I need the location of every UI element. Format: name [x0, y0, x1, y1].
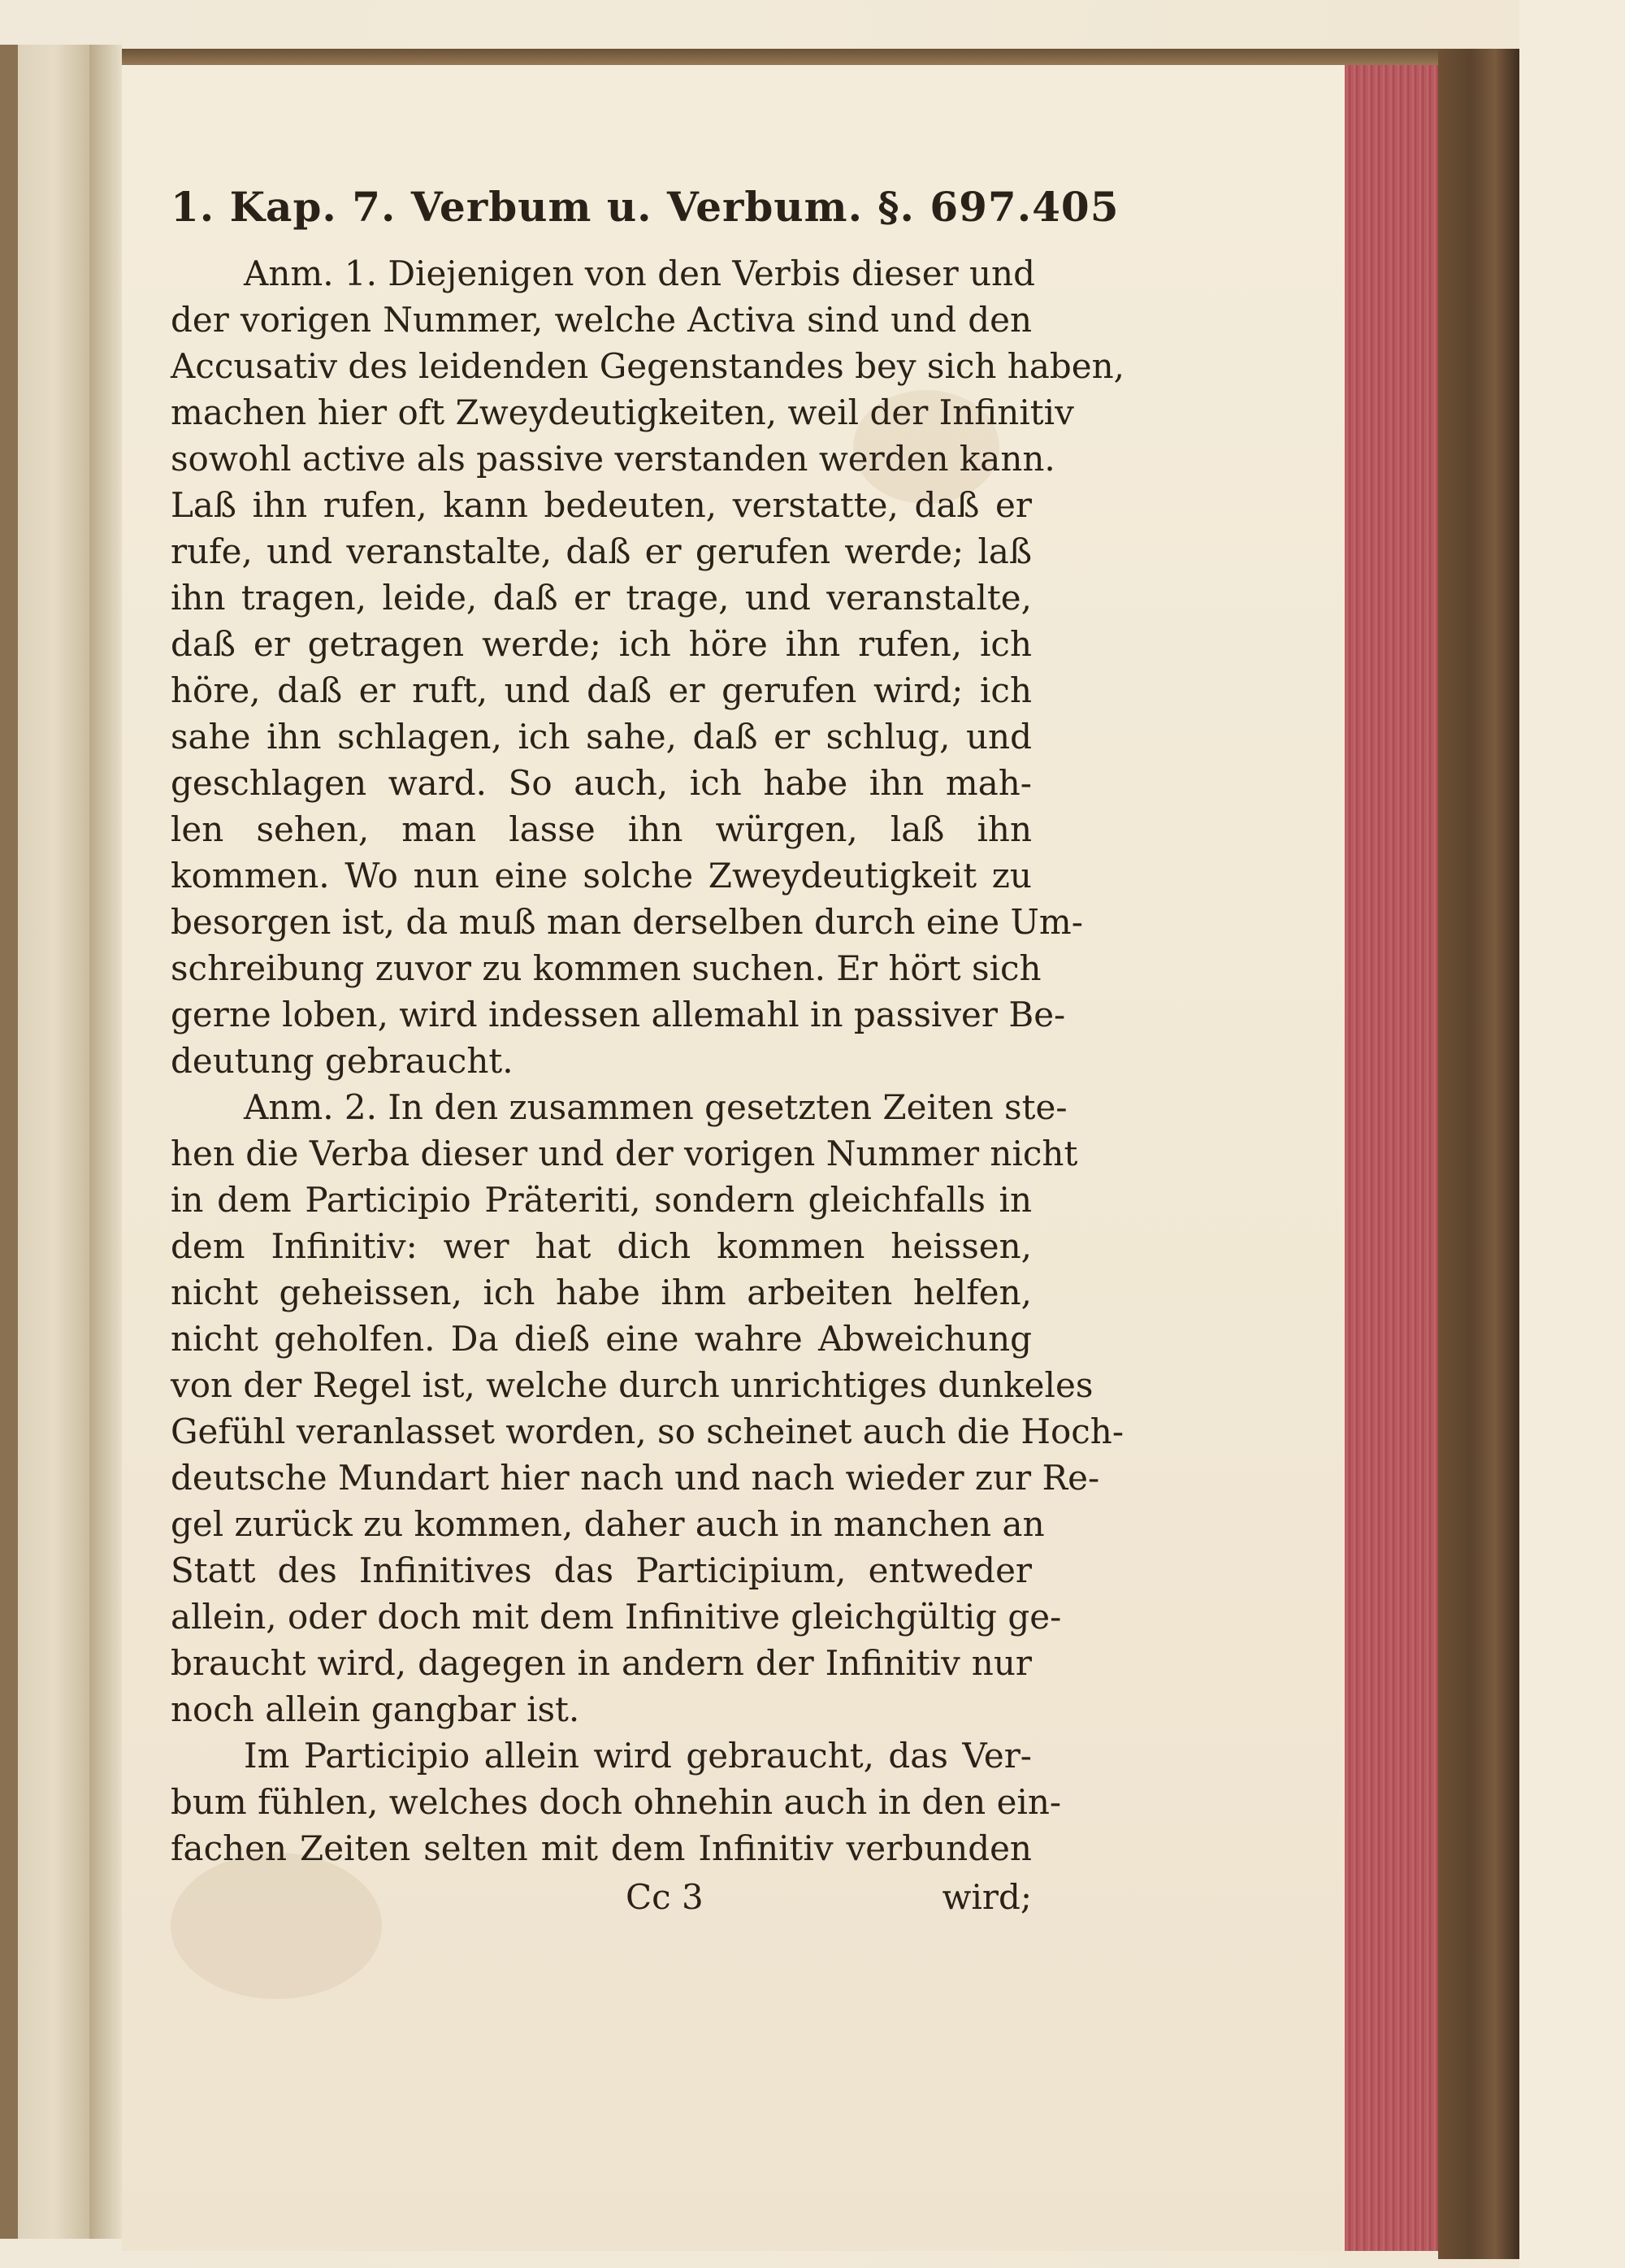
text-line: der vorigen Nummer, welche Activa sind und den	[171, 300, 1032, 340]
text-line: sowohl active als passive verstanden werden kann.	[171, 439, 1055, 479]
text-line: Laß ihn rufen, kann bedeuten, verstatte, daß er	[171, 485, 1032, 525]
page-footer	[171, 1873, 1032, 1922]
top-cover-edge	[122, 49, 1438, 67]
page-edges	[1345, 65, 1438, 2251]
text-line: dem Infinitiv: wer hat dich kommen heissen,	[171, 1226, 1032, 1266]
text-line: sahe ihn schlagen, ich sahe, daß er schlug, und	[171, 717, 1032, 757]
text-line: allein, oder doch mit dem Infinitive gleichgültig ge-	[171, 1597, 1062, 1637]
text-line: höre, daß er ruft, und daß er gerufen wird; ich	[171, 670, 1032, 710]
text-line: Anm. 2. In den zusammen gesetzten Zeiten ste-	[244, 1087, 1068, 1127]
text-line: deutung gebraucht.	[171, 1041, 514, 1081]
book-gutter	[89, 45, 122, 2239]
text-line: Accusativ des leidenden Gegenstandes bey sich haben,	[171, 346, 1125, 386]
catchword: wird;	[942, 1877, 1032, 1917]
text-line: noch allein gangbar ist.	[171, 1689, 580, 1729]
text-block	[171, 179, 1125, 1922]
body-text	[171, 250, 1125, 1871]
text-line: braucht wird, dagegen in andern der Infinitiv nur	[171, 1643, 1032, 1683]
text-line: machen hier oft Zweydeutigkeiten, weil der Infinitiv	[171, 392, 1074, 432]
cover-edge	[0, 45, 18, 2239]
text-line: von der Regel ist, welche durch unrichtiges dunkeles	[171, 1365, 1094, 1405]
running-head	[171, 179, 1120, 236]
text-line: Im Participio allein wird gebraucht, das Ver-	[244, 1736, 1032, 1776]
facing-page-edge	[0, 45, 89, 2239]
text-line: daß er getragen werde; ich höre ihn rufen, ich	[171, 624, 1032, 664]
running-head-title: 1. Kap. 7. Verbum u. Verbum. §. 697.	[171, 183, 1033, 231]
text-line: geschlagen ward. So auch, ich habe ihn mah-	[171, 763, 1032, 803]
text-line: ihn tragen, leide, daß er trage, und veranstalte,	[171, 578, 1032, 618]
text-line: Anm. 1. Diejenigen von den Verbis dieser und	[244, 254, 1035, 293]
text-line: Gefühl veranlasset worden, so scheinet auch die Hoch-	[171, 1412, 1124, 1451]
text-line: hen die Verba dieser und der vorigen Nummer nicht	[171, 1134, 1078, 1173]
text-line: bum fühlen, welches doch ohnehin auch in den ein-	[171, 1782, 1062, 1822]
text-line: rufe, und veranstalte, daß er gerufen werde; laß	[171, 531, 1032, 571]
text-line: in dem Participio Präteriti, sondern gleichfalls in	[171, 1180, 1032, 1220]
book-binding	[1438, 49, 1519, 2259]
text-line: nicht geholfen. Da dieß eine wahre Abweichung	[171, 1319, 1032, 1359]
text-line: len sehen, man lasse ihn würgen, laß ihn	[171, 809, 1032, 849]
text-line: gerne loben, wird indessen allemahl in passiver Be-	[171, 995, 1066, 1034]
signature-mark: Cc 3	[626, 1877, 704, 1917]
page-number: 405	[1032, 183, 1120, 231]
text-line: besorgen ist, da muß man derselben durch eine Um-	[171, 902, 1083, 942]
text-line: schreibung zuvor zu kommen suchen. Er hört sich	[171, 948, 1042, 988]
text-line: deutsche Mundart hier nach und nach wieder zur Re-	[171, 1458, 1100, 1498]
text-line: gel zurück zu kommen, daher auch in manchen an	[171, 1504, 1045, 1544]
backdrop	[1519, 0, 1625, 2268]
text-line: nicht geheissen, ich habe ihm arbeiten helfen,	[171, 1273, 1032, 1312]
text-line: fachen Zeiten selten mit dem Infinitiv verbunden	[171, 1828, 1032, 1868]
text-line: kommen. Wo nun eine solche Zweydeutigkeit zu	[171, 856, 1032, 895]
text-line: Statt des Infinitives das Participium, entweder	[171, 1550, 1032, 1590]
